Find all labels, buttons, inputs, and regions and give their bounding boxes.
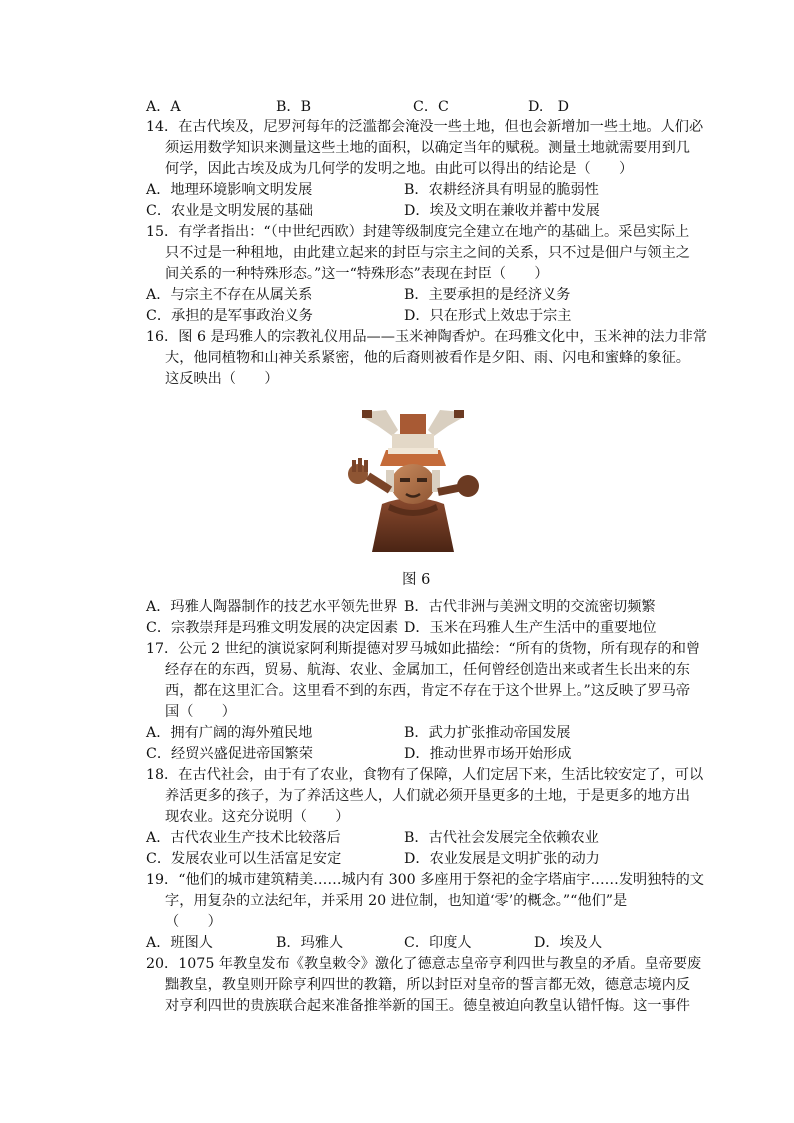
q13-option-a: A．A xyxy=(146,99,181,115)
q18-option-b: B．古代社会发展完全依赖农业 xyxy=(404,830,599,846)
q17-option-d: D．推动世界市场开始形成 xyxy=(404,746,572,762)
q18-option-c: C．发展农业可以生活富足安定 xyxy=(146,851,342,867)
q17-stem-line-4: 国（ ） xyxy=(165,704,236,720)
q18-option-d: D．农业发展是文明扩张的动力 xyxy=(404,851,600,867)
q16-option-a: A．玛雅人陶器制作的技艺水平领先世界 xyxy=(146,599,398,615)
q16-stem-line-1: 16．图 6 是玛雅人的宗教礼仪用品——玉米神陶香炉。在玛雅文化中，玉米神的法力非常 xyxy=(146,329,708,345)
q18-stem-line-2: 养活更多的孩子，为了养活这些人，人们就必须开垦更多的土地，于是更多的地方出 xyxy=(165,788,690,804)
q18-option-a: A．古代农业生产技术比较落后 xyxy=(146,830,341,846)
q19-option-a: A．班图人 xyxy=(146,935,213,951)
q20-stem-line-2: 黜教皇，教皇则开除亨利四世的教籍，所以封臣对皇帝的誓言都无效，德意志境内反 xyxy=(165,977,690,993)
q14-option-c: C．农业是文明发展的基础 xyxy=(146,203,313,219)
q19-stem-line-3: （ ） xyxy=(165,914,222,930)
q14-option-a: A．地理环境影响文明发展 xyxy=(146,182,313,198)
q20-stem-line-3: 对亨利四世的贵族联合起来准备推举新的国王。德皇被迫向教皇认错忏悔。这一事件 xyxy=(165,998,690,1014)
q16-option-c: C．宗教崇拜是玛雅文明发展的决定因素 xyxy=(146,620,399,636)
q20-stem-line-1: 20．1075 年教皇发布《教皇敕令》激化了德意志皇帝亨利四世与教皇的矛盾。皇帝要废 xyxy=(146,956,702,972)
q15-option-a: A．与宗主不存在从属关系 xyxy=(146,287,313,303)
q18-stem-line-3: 现农业。这充分说明（ ） xyxy=(165,809,350,825)
q19-stem-line-2: 字，用复杂的立法纪年，并采用 20 进位制，也知道‘零’的概念。”“他们”是 xyxy=(165,893,628,909)
q15-option-c: C．承担的是军事政治义务 xyxy=(146,308,313,324)
q15-stem-line-1: 15．有学者指出：“（中世纪西欧）封建等级制度完全建立在地产的基础上。采邑实际上 xyxy=(146,224,690,240)
q14-stem-line-2: 须运用数学知识来测量这些土地的面积，以确定当年的赋税。测量土地就需要用到几 xyxy=(165,140,690,156)
q16-option-d: D．玉米在玛雅人生产生活中的重要地位 xyxy=(404,620,657,636)
q15-option-b: B．主要承担的是经济义务 xyxy=(404,287,571,303)
q15-stem-line-2: 只不过是一种租地，由此建立起来的封臣与宗主之间的关系，只不过是佃户与领主之 xyxy=(165,245,690,261)
q17-option-b: B．武力扩张推动帝国发展 xyxy=(404,725,571,741)
q17-stem-line-1: 17．公元 2 世纪的演说家阿利斯提德对罗马城如此描绘：“所有的货物，所有现存的和曾 xyxy=(146,641,701,657)
q13-option-d: D. D xyxy=(528,99,569,115)
maize-god-incense-burner-figure xyxy=(342,404,484,554)
q19-option-c: C．印度人 xyxy=(404,935,472,951)
q16-stem-line-2: 大，他同植物和山神关系紧密，他的后裔则被看作是夕阳、雨、闪电和蜜蜂的象征。 xyxy=(165,350,690,366)
q15-option-d: D．只在形式上效忠于宗主 xyxy=(404,308,572,324)
q13-option-c: C．C xyxy=(413,99,449,115)
q15-stem-line-3: 间关系的一种特殊形态。”这一“特殊形态”表现在封臣（ ） xyxy=(165,266,549,282)
q17-option-c: C．经贸兴盛促进帝国繁荣 xyxy=(146,746,313,762)
q17-stem-line-3: 西，都在这里汇合。这里看不到的东西，肯定不存在于这个世界上。”这反映了罗马帝 xyxy=(165,683,691,699)
q14-stem-line-3: 何学，因此古埃及成为几何学的发明之地。由此可以得出的结论是（ ） xyxy=(165,161,634,177)
q14-option-d: D．埃及文明在兼收并蓄中发展 xyxy=(404,203,600,219)
q16-stem-line-3: 这反映出（ ） xyxy=(165,371,279,387)
q19-option-b: B．玛雅人 xyxy=(276,935,344,951)
q14-stem-line-1: 14．在古代埃及，尼罗河每年的泛滥都会淹没一些土地，但也会新增加一些土地。人们必 xyxy=(146,119,704,135)
q19-option-d: D．埃及人 xyxy=(534,935,603,951)
q16-option-b: B．古代非洲与美洲文明的交流密切频繁 xyxy=(404,599,656,615)
q13-option-b: B．B xyxy=(276,99,312,115)
q14-option-b: B．农耕经济具有明显的脆弱性 xyxy=(404,182,599,198)
figure-caption: 图 6 xyxy=(402,572,431,588)
q18-stem-line-1: 18．在古代社会，由于有了农业，食物有了保障，人们定居下来，生活比较安定了，可以 xyxy=(146,767,704,783)
q17-stem-line-2: 经存在的东西，贸易、航海、农业、金属加工，任何曾经创造出来或者生长出来的东 xyxy=(165,662,690,678)
q19-stem-line-1: 19．“他们的城市建筑精美……城内有 300 多座用于祭祀的金字塔庙宇……发明独特的文 xyxy=(146,872,704,888)
q17-option-a: A．拥有广阔的海外殖民地 xyxy=(146,725,313,741)
